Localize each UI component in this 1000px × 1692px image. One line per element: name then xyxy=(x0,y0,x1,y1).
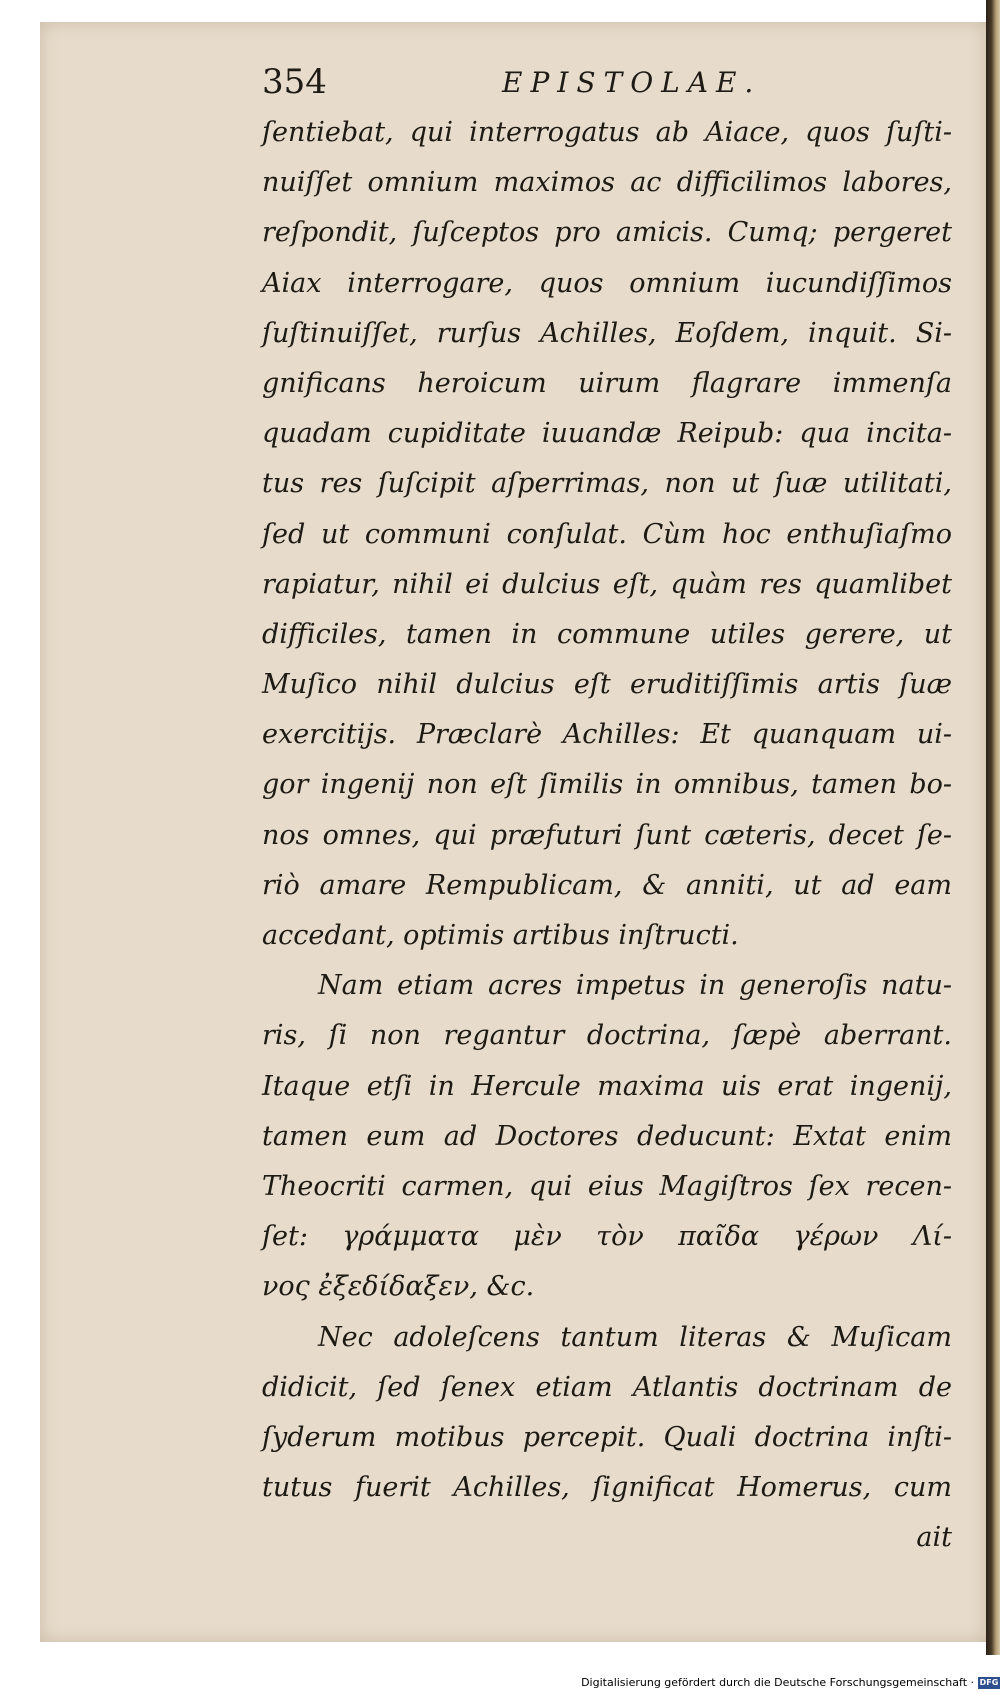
text-line: difficiles, tamen in commune utiles gerere, ut xyxy=(262,618,952,650)
text-line: ſet: γράμματα μὲν τὸν παῖδα γέρων Λί- xyxy=(262,1221,952,1253)
text-line: gor ingenij non eſt ſimilis in omnibus, tamen bo- xyxy=(262,769,952,801)
text-line: ſentiebat, qui interrogatus ab Aiace, quos ſuſti- xyxy=(262,117,952,148)
text-line: Nam etiam acres impetus in generoſis natu- xyxy=(318,970,952,1002)
text-line: reſpondit, ſuſceptos pro amicis. Cumq; pergeret xyxy=(262,217,952,249)
text-line: Aiax interrogare, quos omnium iucundiſſimos xyxy=(262,267,952,299)
text-line: riò amare Rempublicam, & anniti, ut ad eam xyxy=(262,869,952,901)
page-edge xyxy=(986,0,1000,1655)
text-line: rapiatur, nihil ei dulcius eſt, quàm res quamlibet xyxy=(262,568,952,600)
text-line: exercitijs. Præclarè Achilles: Et quanquam ui- xyxy=(262,719,952,751)
footer xyxy=(0,1676,1000,1692)
text-line: ſyderum motibus percepit. Quali doctrina inſti- xyxy=(262,1421,952,1453)
text-line: gnificans heroicum uirum flagrare immenſa xyxy=(262,367,952,399)
text-line: tutus fuerit Achilles, ſignificat Homerus, cum xyxy=(262,1472,952,1504)
catchword: ait xyxy=(916,1522,952,1554)
text-line: didicit, ſed ſenex etiam Atlantis doctrinam de xyxy=(262,1371,952,1403)
text-line: accedant, optimis artibus inſtructi. xyxy=(262,920,739,951)
body-text xyxy=(262,108,952,1563)
page-number: 354 xyxy=(262,62,327,102)
text-line: Itaque etſi in Hercule maxima uis erat ingenij, xyxy=(262,1070,952,1102)
funding-credit: Digitalisierung gefördert durch die Deutsche Forschungsgemeinschaft · xyxy=(581,1676,974,1689)
text-line: ris, ſi non regantur doctrina, ſæpè aberrant. xyxy=(262,1020,952,1052)
text-line: nuiſſet omnium maximos ac difficilimos labores, xyxy=(262,167,952,199)
text-line: Nec adoleſcens tantum literas & Muſicam xyxy=(318,1321,952,1353)
text-line: tus res ſuſcipit aſperrimas, non ut ſuæ utilitati, xyxy=(262,468,952,500)
dfg-logo: DFG xyxy=(979,1678,999,1687)
text-line: νος ἐξεδίδαξεν, &c. xyxy=(262,1271,535,1303)
text-line: Theocriti carmen, qui eius Magiſtros ſex recen- xyxy=(262,1170,952,1202)
text-line: nos omnes, qui præfuturi ſunt cæteris, decet ſe- xyxy=(262,819,952,851)
text-line: ſed ut communi conſulat. Cùm hoc enthuſiaſmo xyxy=(262,518,952,550)
running-head xyxy=(262,62,952,112)
text-line: tamen eum ad Doctores deducunt: Extat enim xyxy=(262,1120,952,1152)
text-line: ſuſtinuiſſet, rurſus Achilles, Eoſdem, inquit. Si- xyxy=(262,317,952,349)
text-line: quadam cupiditate iuuandæ Reipub: qua incita- xyxy=(262,418,952,450)
running-title: EPISTOLAE. xyxy=(502,66,762,99)
text-line: Muſico nihil dulcius eſt eruditiſſimis artis ſuæ xyxy=(262,669,952,701)
